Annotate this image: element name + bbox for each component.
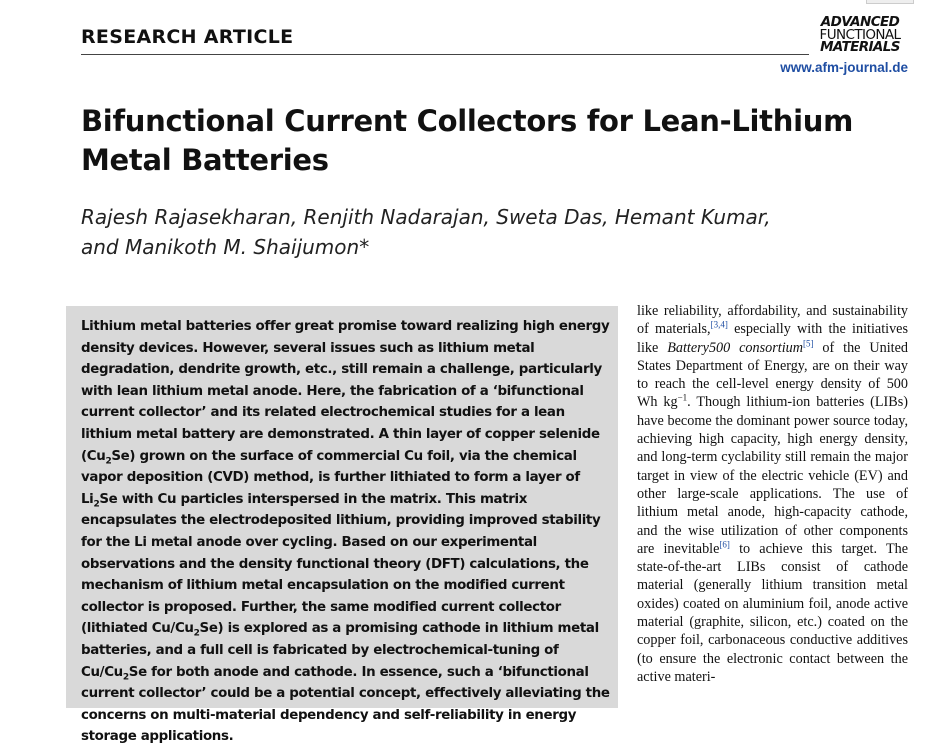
journal-url-link[interactable]: www.afm-journal.de bbox=[780, 60, 908, 75]
body-italic: Battery500 consortium bbox=[667, 339, 803, 356]
abstract-segment: Se) is explored as a promising cathode in lithium metal batteries, and a full cell is fabricated by electrochemical-tuning of Cu/Cu bbox=[81, 621, 599, 680]
page-corner-decoration bbox=[866, 0, 914, 4]
logo-line-2: FUNCTIONAL bbox=[819, 26, 901, 43]
body-text-column bbox=[637, 302, 908, 686]
abstract-segment: Se) grown on the surface of commercial Cu foil, via the chemical vapor deposition (CVD) method, is further lithiated to form a layer of Li bbox=[81, 448, 580, 507]
author-list bbox=[81, 202, 781, 262]
body-segment: to achieve this target. The state-of-the-art LIBs consist of cathode material (generally lithium transition metal oxides) coated on aluminium foil, anode active material (graphite, silicon, etc.) coated on the copper foil, carbonaceous conductive additives (to ensure the electronic contact between the active materi- bbox=[637, 540, 908, 685]
header-rule bbox=[81, 54, 809, 55]
unit-superscript: −1 bbox=[677, 392, 688, 403]
abstract-subscript: 2 bbox=[105, 456, 112, 467]
abstract-segment: Se with Cu particles interspersed in the matrix. This matrix encapsulates the electrodeposited lithium, providing improved stability for the Li metal anode over cycling. Based on our experimental observations and the density functional theory (DFT) calculations, the mechanism of lithium metal encapsulation on the modified current collector is proposed. Further, the same modified current collector (lithiated Cu/Cu bbox=[81, 491, 601, 637]
abstract-subscript: 2 bbox=[122, 672, 129, 683]
body-segment: of the United States Department of Energy, are on their way to reach the cell-level energy density of 500 Wh kg bbox=[637, 339, 908, 411]
citation-link[interactable]: [6] bbox=[719, 539, 730, 550]
authors-line-1: Rajesh Rajasekharan, Renjith Nadarajan, Sweta Das, Hemant Kumar, bbox=[81, 205, 771, 229]
abstract-text bbox=[81, 316, 611, 748]
logo-line-3: MATERIALS bbox=[820, 39, 900, 55]
logo-line-1: ADVANCED bbox=[820, 14, 900, 30]
abstract-subscript: 2 bbox=[93, 499, 100, 510]
citation-link[interactable]: [3,4] bbox=[710, 319, 728, 330]
body-segment: . Though lithium-ion batteries (LIBs) have become the dominant power source today, achieving high capacity, high energy density, and long-term cyclability still remain the major target in view of the electric vehicle (EV) and other large-scale applications. The use of lithium metal anode, high-capacity cathode, and the wise utilization of other components are inevitable bbox=[637, 394, 908, 557]
article-title: Bifunctional Current Collectors for Lean-Lithium Metal Batteries bbox=[81, 104, 853, 177]
abstract-segment: Lithium metal batteries offer great promise toward realizing high energy density devices. However, several issues such as lithium metal degradation, dendrite growth, etc., still remain a challenge, particularly with lean lithium metal anode. Here, the fabrication of a ‘bifunctional current collector’ and its related electrochemical studies for a lean lithium metal battery are demonstrated. A thin layer of copper selenide (Cu bbox=[81, 319, 610, 464]
journal-logo bbox=[810, 16, 910, 54]
abstract-segment: Se for both anode and cathode. In essence, such a ‘bifunctional current collector’ could be a potential concept, effectively alleviating the concerns on multi-material dependency and self-reliability in energy storage applications. bbox=[81, 664, 610, 745]
section-label: RESEARCH ARTICLE bbox=[81, 26, 294, 48]
body-segment: especially with the initiatives like bbox=[637, 321, 908, 356]
body-segment: like reliability, affordability, and sustainability of materials, bbox=[637, 303, 908, 338]
authors-line-2: and Manikoth M. Shaijumon* bbox=[81, 235, 370, 259]
citation-link[interactable]: [5] bbox=[802, 337, 814, 348]
abstract-subscript: 2 bbox=[193, 628, 200, 639]
